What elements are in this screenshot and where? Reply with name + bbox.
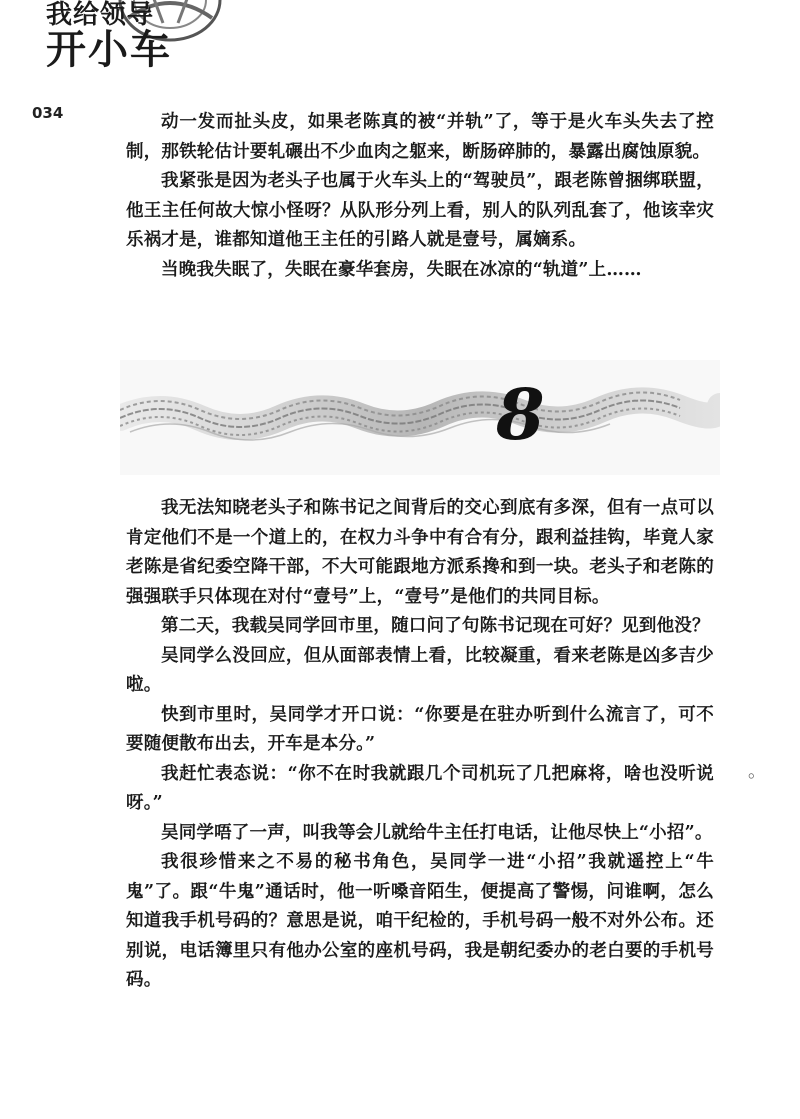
paragraph: 吴同学唔了一声，叫我等会儿就给牛主任打电话，让他尽快上“小招”。	[161, 822, 713, 843]
paragraph: 快到市里时，吴同学才开口说：“你要是在驻办听到什么流言了，可不要随便散布出去，开车是本分。”	[126, 704, 714, 754]
paragraph: 我无法知晓老头子和陈书记之间背后的交心到底有多深，但有一点可以肯定他们不是一个道上的，在权力斗争中有合有分，跟利益挂钩，毕竟人家老陈是省纪委空降干部，不大可能跟地方派系搀和到一块。老头子和老陈的强强联手只体现在对付“壹号”上，“壹号”是他们的共同目标。	[126, 498, 714, 607]
book-title-line2: 开小车	[46, 27, 172, 73]
paragraph: 第二天，我载吴同学回市里，随口问了句陈书记现在可好？见到他没？	[161, 616, 710, 636]
paragraph: 我紧张是因为老头子也属于火车头上的“驾驶员”，跟老陈曾捆绑联盟，他王主任何故大惊小怪呀？从队形分列上看，别人的队列乱套了，他该幸灾乐祸才是，谁都知道他王主任的引路人就是壹号，属嫡系。	[126, 171, 714, 250]
chapter-number: 8	[496, 373, 545, 456]
book-title	[46, 0, 172, 73]
chapter-divider-brush-stroke	[120, 360, 720, 475]
book-title-line1: 我给领导	[46, 0, 155, 30]
paragraph: 当晚我失眠了，失眠在豪华套房，失眠在冰凉的“轨道”上……	[161, 259, 642, 280]
page-number: 034	[32, 104, 64, 122]
paragraph: 动一发而扯头皮，如果老陈真的被“并轨”了，等于是火车头失去了控制，那铁轮估计要轧碾出不少血肉之躯来，断肠碎肺的，暴露出腐蚀原貌。	[126, 112, 714, 162]
margin-mark: 。	[748, 761, 766, 782]
running-header	[0, 0, 260, 100]
paragraph: 吴同学么没回应，但从面部表情上看，比较凝重，看来老陈是凶多吉少啦。	[126, 645, 714, 695]
body-text-top	[126, 108, 714, 285]
body-text-bottom	[126, 494, 714, 996]
paragraph: 我赶忙表态说：“你不在时我就跟几个司机玩了几把麻将，啥也没听说呀。”	[126, 763, 714, 813]
paragraph: 我很珍惜来之不易的秘书角色，吴同学一进“小招”我就遥控上“牛鬼”了。跟“牛鬼”通话时，他一听嗓音陌生，便提高了警惕，问谁啊，怎么知道我手机号码的？意思是说，咱干纪检的，手机号码一般不对外公布。还别说，电话簿里只有他办公室的座机号码，我是朝纪委办的老白要的手机号码。	[126, 852, 714, 990]
